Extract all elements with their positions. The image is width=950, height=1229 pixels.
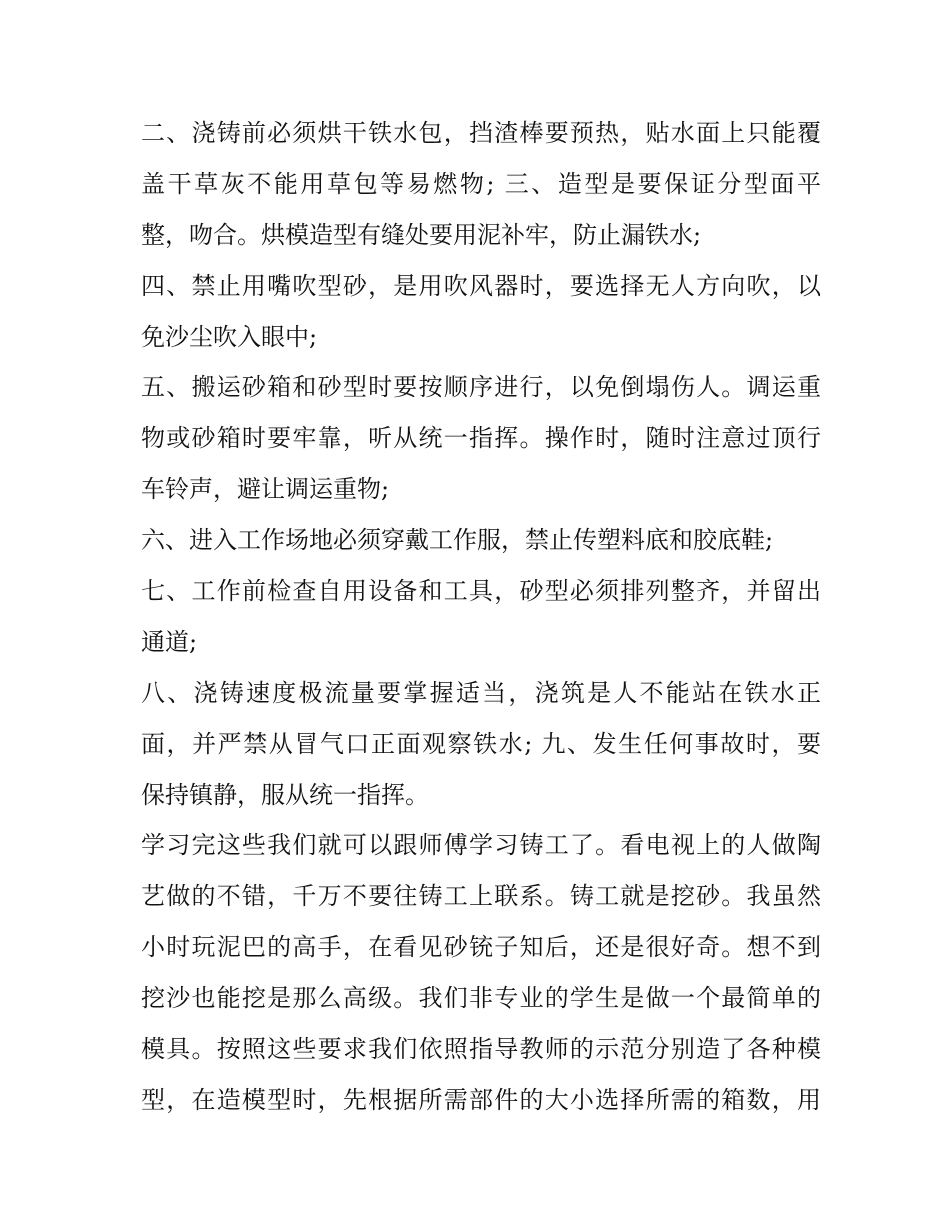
text-line: 五、搬运砂箱和砂型时要按顺序进行，以免倒塌伤人。调运重 [141,373,821,402]
text-line: 四、禁止用嘴吹型砂，是用吹风器时，要选择无人方向吹，以 [141,271,821,300]
text-line: 学习完这些我们就可以跟师傅学习铸工了。看电视上的人做陶 [141,831,821,860]
text-line: 八、浇铸速度极流量要掌握适当，浇筑是人不能站在铁水正 [141,678,821,707]
text-line: 七、工作前检查自用设备和工具，砂型必须排列整齐，并留出 [141,577,821,606]
text-line: 模具。按照这些要求我们依照指导教师的示范分别造了各种模 [141,1035,821,1064]
text-line: 小时玩泥巴的高手，在看见砂铳子知后，还是很好奇。想不到 [141,933,821,962]
text-line: 面，并严禁从冒气口正面观察铁水; 九、发生任何事故时，要 [141,729,821,758]
text-line: 二、浇铸前必须烘干铁水包，挡渣棒要预热，贴水面上只能覆 [141,119,821,147]
text-line: 挖沙也能挖是那么高级。我们非专业的学生是做一个最简单的 [141,984,821,1013]
text-line: 通道; [141,627,198,656]
text-line: 艺做的不错，千万不要往铸工上联系。铸工就是挖砂。我虽然 [141,882,821,911]
text-line: 整，吻合。烘模造型有缝处要用泥补牢，防止漏铁水; [141,220,702,249]
text-line: 免沙尘吹入眼中; [141,322,318,351]
text-line: 六、进入工作场地必须穿戴工作服，禁止传塑料底和胶底鞋; [141,526,774,555]
text-line: 保持镇静，服从统一指挥。 [141,780,429,809]
document-body [141,108,821,1126]
text-line: 盖干草灰不能用草包等易燃物; 三、造型是要保证分型面平 [141,169,821,198]
text-line: 车铃声，避让调运重物; [141,475,390,504]
text-line: 型，在造模型时，先根据所需部件的大小选择所需的箱数，用 [141,1085,821,1114]
text-line: 物或砂箱时要牢靠，听从统一指挥。操作时，随时注意过顶行 [141,424,821,453]
